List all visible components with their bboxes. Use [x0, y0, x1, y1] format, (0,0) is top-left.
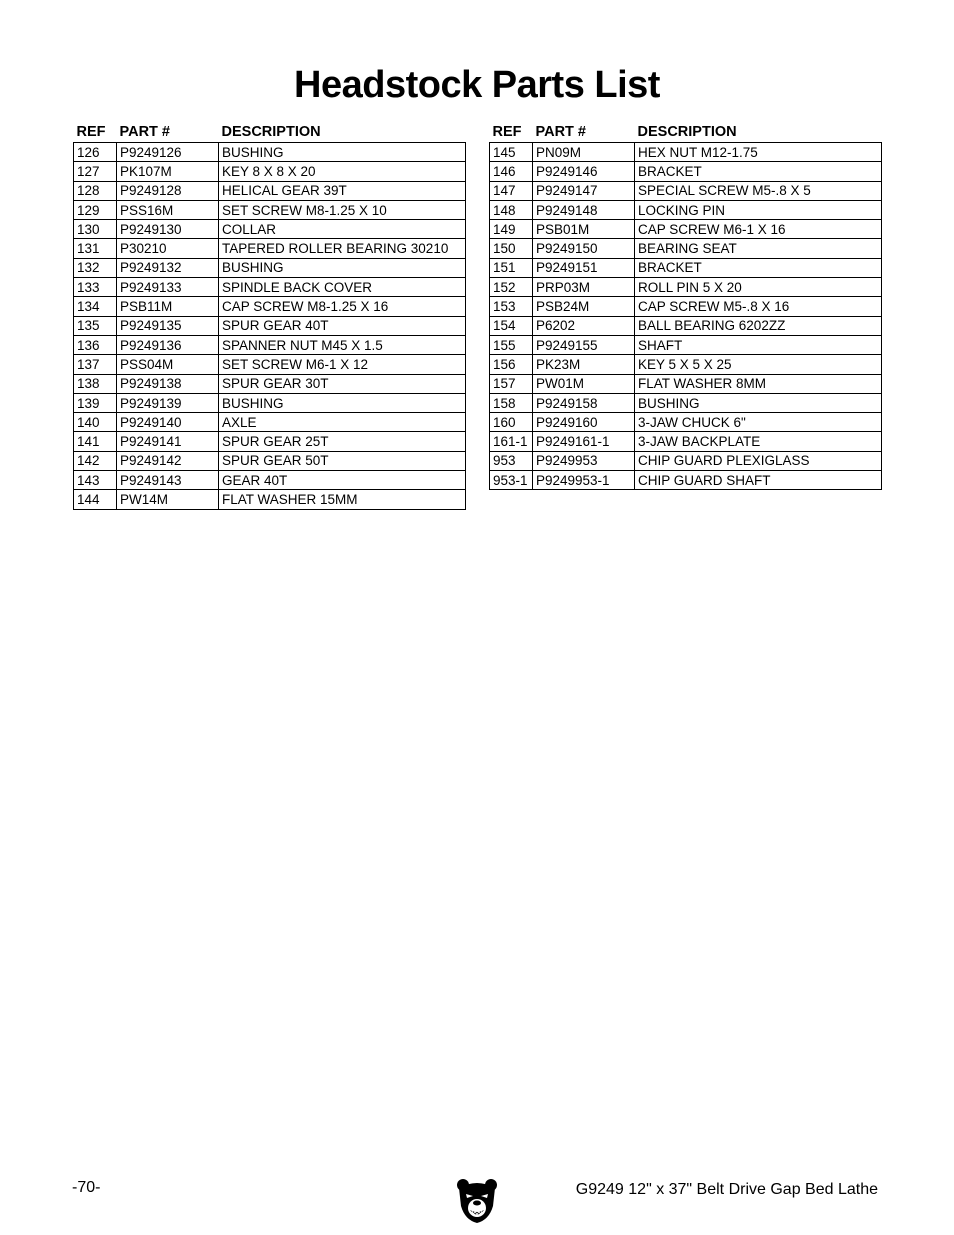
ref-cell: 135 — [74, 316, 117, 335]
ref-cell: 143 — [74, 471, 117, 490]
table-row — [74, 239, 466, 258]
ref-cell: 155 — [490, 335, 533, 354]
table-row — [490, 162, 882, 181]
part-number-cell: PSS04M — [117, 355, 219, 374]
description-cell: BRACKET — [635, 258, 882, 277]
parts-table-left — [73, 120, 466, 510]
ref-cell: 156 — [490, 355, 533, 374]
description-cell: 3-JAW CHUCK 6" — [635, 413, 882, 432]
part-number-cell: P9249142 — [117, 451, 219, 470]
description-cell: BALL BEARING 6202ZZ — [635, 316, 882, 335]
table-row — [490, 143, 882, 162]
ref-cell: 128 — [74, 181, 117, 200]
ref-cell: 144 — [74, 490, 117, 509]
table-header-row — [74, 120, 466, 143]
part-number-cell: P9249155 — [533, 335, 635, 354]
part-number-cell: P9249138 — [117, 374, 219, 393]
table-row — [74, 413, 466, 432]
table-row — [490, 297, 882, 316]
description-cell: HELICAL GEAR 39T — [219, 181, 466, 200]
description-cell: BUSHING — [635, 393, 882, 412]
part-column-header: PART # — [535, 124, 586, 140]
description-cell: CHIP GUARD PLEXIGLASS — [635, 451, 882, 470]
ref-cell: 146 — [490, 162, 533, 181]
table-row — [74, 432, 466, 451]
description-cell: SPUR GEAR 30T — [219, 374, 466, 393]
table-row — [74, 258, 466, 277]
part-number-cell: P9249141 — [117, 432, 219, 451]
ref-cell: 158 — [490, 393, 533, 412]
part-number-cell: PW14M — [117, 490, 219, 509]
description-cell: BUSHING — [219, 393, 466, 412]
table-row — [74, 162, 466, 181]
table-row — [74, 181, 466, 200]
table-row — [490, 200, 882, 219]
table-row — [490, 181, 882, 200]
table-row — [490, 413, 882, 432]
table-row — [74, 451, 466, 470]
ref-cell: 153 — [490, 297, 533, 316]
part-number-cell: P9249146 — [533, 162, 635, 181]
description-cell: SPUR GEAR 40T — [219, 316, 466, 335]
ref-cell: 157 — [490, 374, 533, 393]
ref-cell: 953 — [490, 451, 533, 470]
description-column-header: DESCRIPTION — [221, 124, 321, 140]
part-number-cell: P9249133 — [117, 278, 219, 297]
part-number-cell: P9249161-1 — [533, 432, 635, 451]
bear-head-icon — [455, 1176, 499, 1224]
description-cell: CAP SCREW M8-1.25 X 16 — [219, 297, 466, 316]
part-number-cell: P9249158 — [533, 393, 635, 412]
description-cell: BUSHING — [219, 143, 466, 162]
part-number-cell: P9249130 — [117, 220, 219, 239]
ref-column-header: REF — [76, 124, 106, 140]
table-row — [490, 432, 882, 451]
part-column-header: PART # — [119, 124, 170, 140]
ref-cell: 152 — [490, 278, 533, 297]
table-row — [74, 335, 466, 354]
ref-cell: 130 — [74, 220, 117, 239]
description-cell: BEARING SEAT — [635, 239, 882, 258]
ref-cell: 149 — [490, 220, 533, 239]
part-number-cell: P9249953 — [533, 451, 635, 470]
description-cell: SET SCREW M6-1 X 12 — [219, 355, 466, 374]
ref-cell: 145 — [490, 143, 533, 162]
table-row — [74, 490, 466, 509]
table-row — [490, 335, 882, 354]
table-row — [74, 220, 466, 239]
description-cell: KEY 8 X 8 X 20 — [219, 162, 466, 181]
description-cell: SPUR GEAR 25T — [219, 432, 466, 451]
table-row — [74, 471, 466, 490]
ref-cell: 139 — [74, 393, 117, 412]
ref-cell: 140 — [74, 413, 117, 432]
table-row — [490, 451, 882, 470]
description-cell: SPINDLE BACK COVER — [219, 278, 466, 297]
parts-table-left-body — [74, 143, 466, 510]
part-number-cell: PSB11M — [117, 297, 219, 316]
ref-cell: 129 — [74, 200, 117, 219]
description-cell: 3-JAW BACKPLATE — [635, 432, 882, 451]
table-row — [490, 316, 882, 335]
part-number-cell: P9249128 — [117, 181, 219, 200]
table-row — [490, 374, 882, 393]
part-number-cell: P9249135 — [117, 316, 219, 335]
ref-cell: 131 — [74, 239, 117, 258]
part-number-cell: PK107M — [117, 162, 219, 181]
part-number-cell: P9249148 — [533, 200, 635, 219]
ref-cell: 953-1 — [490, 471, 533, 490]
description-cell: CAP SCREW M6-1 X 16 — [635, 220, 882, 239]
table-row — [490, 258, 882, 277]
part-number-cell: PW01M — [533, 374, 635, 393]
table-row — [74, 297, 466, 316]
table-row — [74, 200, 466, 219]
part-number-cell: P9249953-1 — [533, 471, 635, 490]
part-number-cell: P9249150 — [533, 239, 635, 258]
table-row — [74, 393, 466, 412]
ref-cell: 137 — [74, 355, 117, 374]
description-cell: LOCKING PIN — [635, 200, 882, 219]
ref-cell: 147 — [490, 181, 533, 200]
part-number-cell: PN09M — [533, 143, 635, 162]
table-row — [74, 374, 466, 393]
ref-cell: 141 — [74, 432, 117, 451]
part-number-cell: P9249139 — [117, 393, 219, 412]
description-cell: SET SCREW M8-1.25 X 10 — [219, 200, 466, 219]
description-cell: CAP SCREW M5-.8 X 16 — [635, 297, 882, 316]
ref-cell: 138 — [74, 374, 117, 393]
ref-cell: 151 — [490, 258, 533, 277]
table-row — [490, 220, 882, 239]
part-number-cell: P30210 — [117, 239, 219, 258]
ref-column-header: REF — [492, 124, 522, 140]
ref-cell: 160 — [490, 413, 533, 432]
description-cell: SPANNER NUT M45 X 1.5 — [219, 335, 466, 354]
description-cell: FLAT WASHER 15MM — [219, 490, 466, 509]
ref-cell: 132 — [74, 258, 117, 277]
ref-cell: 134 — [74, 297, 117, 316]
description-cell: GEAR 40T — [219, 471, 466, 490]
description-cell: SPECIAL SCREW M5-.8 X 5 — [635, 181, 882, 200]
table-row — [490, 393, 882, 412]
part-number-cell: P9249147 — [533, 181, 635, 200]
parts-table-right — [489, 120, 882, 490]
part-number-cell: P9249140 — [117, 413, 219, 432]
description-cell: TAPERED ROLLER BEARING 30210 — [219, 239, 466, 258]
description-cell: FLAT WASHER 8MM — [635, 374, 882, 393]
part-number-cell: P9249143 — [117, 471, 219, 490]
description-cell: CHIP GUARD SHAFT — [635, 471, 882, 490]
description-cell: COLLAR — [219, 220, 466, 239]
table-row — [74, 143, 466, 162]
part-number-cell: PRP03M — [533, 278, 635, 297]
part-number-cell: PK23M — [533, 355, 635, 374]
description-cell: AXLE — [219, 413, 466, 432]
description-cell: ROLL PIN 5 X 20 — [635, 278, 882, 297]
description-cell: HEX NUT M12-1.75 — [635, 143, 882, 162]
part-number-cell: PSB24M — [533, 297, 635, 316]
ref-cell: 154 — [490, 316, 533, 335]
ref-cell: 126 — [74, 143, 117, 162]
part-number-cell: PSS16M — [117, 200, 219, 219]
table-row — [490, 239, 882, 258]
part-number-cell: P9249151 — [533, 258, 635, 277]
table-row — [74, 278, 466, 297]
description-cell: SPUR GEAR 50T — [219, 451, 466, 470]
model-label: G9249 12" x 37" Belt Drive Gap Bed Lathe — [575, 1181, 878, 1198]
part-number-cell: PSB01M — [533, 220, 635, 239]
table-row — [490, 471, 882, 490]
page-number: -70- — [72, 1179, 101, 1196]
ref-cell: 150 — [490, 239, 533, 258]
part-number-cell: P9249160 — [533, 413, 635, 432]
table-row — [74, 316, 466, 335]
part-number-cell: P9249136 — [117, 335, 219, 354]
part-number-cell: P9249132 — [117, 258, 219, 277]
ref-cell: 142 — [74, 451, 117, 470]
ref-cell: 161-1 — [490, 432, 533, 451]
ref-cell: 148 — [490, 200, 533, 219]
page-title: Headstock Parts List — [294, 64, 660, 106]
table-row — [490, 355, 882, 374]
description-cell: SHAFT — [635, 335, 882, 354]
description-cell: KEY 5 X 5 X 25 — [635, 355, 882, 374]
description-column-header: DESCRIPTION — [637, 124, 737, 140]
part-number-cell: P9249126 — [117, 143, 219, 162]
description-cell: BUSHING — [219, 258, 466, 277]
ref-cell: 136 — [74, 335, 117, 354]
ref-cell: 133 — [74, 278, 117, 297]
ref-cell: 127 — [74, 162, 117, 181]
parts-table-right-body — [490, 143, 882, 490]
part-number-cell: P6202 — [533, 316, 635, 335]
table-row — [490, 278, 882, 297]
table-row — [74, 355, 466, 374]
table-header-row — [490, 120, 882, 143]
description-cell: BRACKET — [635, 162, 882, 181]
